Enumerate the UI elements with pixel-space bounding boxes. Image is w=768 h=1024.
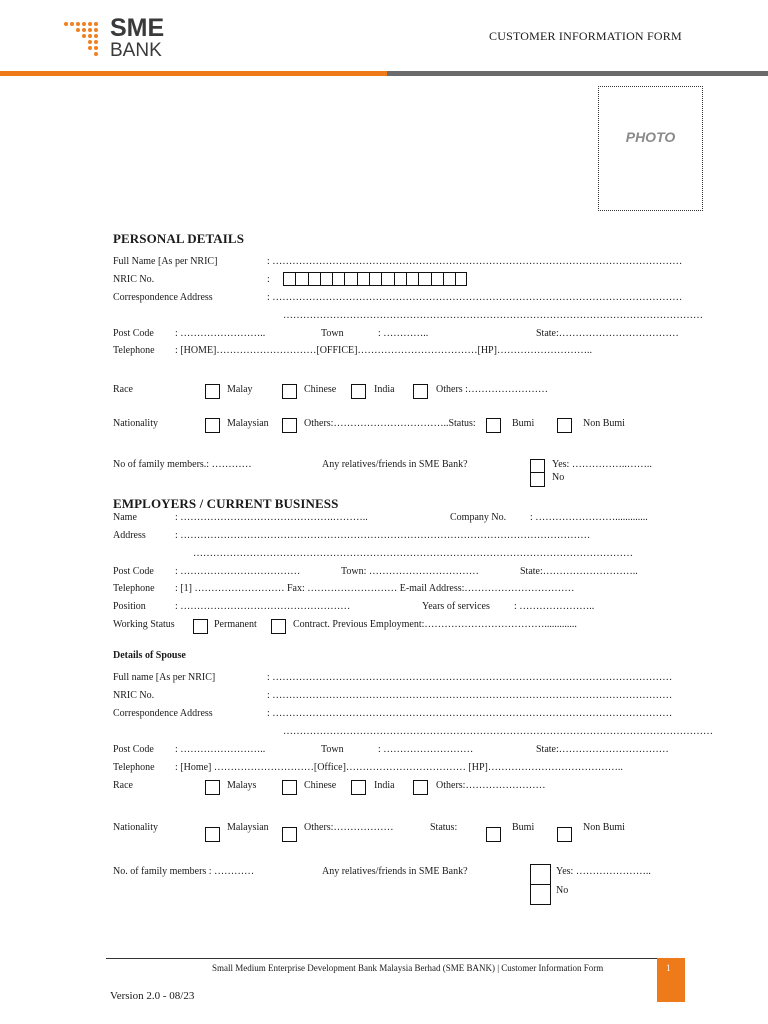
address-field-line2[interactable]: ………………………………………………………………………………………………………………	[283, 310, 703, 321]
town-label: Town	[321, 328, 344, 339]
spouse-status-label: Status:	[430, 822, 458, 833]
footer-page-number: 1	[666, 963, 671, 973]
spouse-status-bumi-checkbox[interactable]	[486, 827, 501, 842]
spouse-race-chinese-label: Chinese	[304, 780, 337, 791]
spouse-nationality-malaysian-checkbox[interactable]	[205, 827, 220, 842]
spouse-race-india-checkbox[interactable]	[351, 780, 366, 795]
years-of-service-label: Years of services	[422, 601, 490, 612]
spouse-nationality-malaysian-label: Malaysian	[227, 822, 269, 833]
spouse-race-malays-label: Malays	[227, 780, 257, 791]
form-title: CUSTOMER INFORMATION FORM	[489, 29, 682, 43]
footer-text: Small Medium Enterprise Development Bank Malaysia Berhad (SME BANK) | Customer Information Form	[212, 963, 604, 973]
employer-telephone-label: Telephone	[113, 583, 155, 594]
employers-heading: EMPLOYERS / CURRENT BUSINESS	[113, 496, 339, 511]
race-label: Race	[113, 384, 133, 395]
race-others-label[interactable]: Others :……………………	[436, 384, 548, 395]
race-chinese-checkbox[interactable]	[282, 384, 297, 399]
employer-postcode-field[interactable]: : ………………………………	[175, 566, 301, 577]
contract-checkbox[interactable]	[271, 619, 286, 634]
race-chinese-label: Chinese	[304, 384, 337, 395]
race-others-checkbox[interactable]	[413, 384, 428, 399]
relatives-yes-label[interactable]: Yes: ……………..……..	[552, 459, 652, 470]
company-no-field[interactable]: : …………………….............	[530, 512, 648, 523]
spouse-address-label: Correspondence Address	[113, 708, 213, 719]
contract-label[interactable]: Contract. Previous Employment:……………………………….............	[293, 619, 577, 630]
logo-dots-icon	[64, 20, 106, 60]
spouse-status-bumi-label: Bumi	[512, 822, 535, 833]
working-status-label: Working Status	[113, 619, 175, 630]
full-name-label: Full Name [As per NRIC]	[113, 256, 218, 267]
position-field[interactable]: : ……………………………………………	[175, 601, 351, 612]
spouse-postcode-field[interactable]: : ……………………..	[175, 744, 266, 755]
race-malay-label: Malay	[227, 384, 253, 395]
race-malay-checkbox[interactable]	[205, 384, 220, 399]
postcode-field[interactable]: : ……………………..	[175, 328, 266, 339]
footer-rule	[106, 958, 657, 959]
spouse-race-others-label[interactable]: Others:……………………	[436, 780, 546, 791]
spouse-family-members-field[interactable]: No. of family members : …………	[113, 866, 255, 877]
spouse-status-nonbumi-checkbox[interactable]	[557, 827, 572, 842]
spouse-nationality-others-label[interactable]: Others:………………	[304, 822, 394, 833]
telephone-field[interactable]: : [HOME]…………………………[OFFICE]………………………………[HP]………………………..	[175, 345, 592, 356]
spouse-race-others-checkbox[interactable]	[413, 780, 428, 795]
status-nonbumi-checkbox[interactable]	[557, 418, 572, 433]
nationality-others-checkbox[interactable]	[282, 418, 297, 433]
spouse-race-india-label: India	[374, 780, 395, 791]
spouse-race-chinese-checkbox[interactable]	[282, 780, 297, 795]
town-field[interactable]: : …………..	[378, 328, 429, 339]
state-field[interactable]: State:………………………………	[536, 328, 679, 339]
spouse-address-field-line2[interactable]: …………………………………………………………………………………………………………………	[283, 726, 713, 737]
postcode-label: Post Code	[113, 328, 154, 339]
employer-name-field[interactable]: : ……………………………………….………..	[175, 512, 368, 523]
spouse-relatives-no-label: No	[556, 885, 569, 896]
spouse-telephone-label: Telephone	[113, 762, 155, 773]
relatives-no-checkbox[interactable]	[530, 472, 545, 487]
position-label: Position	[113, 601, 146, 612]
relatives-question: Any relatives/friends in SME Bank?	[322, 459, 468, 470]
employer-address-field-line2[interactable]: ……………………………………………………………………………………………………………………	[193, 548, 633, 559]
photo-box	[598, 86, 703, 211]
header-bar-orange	[0, 71, 387, 76]
spouse-telephone-field[interactable]: : [Home] …………………………[Office]……………………………… [HP]…………………………………..	[175, 762, 623, 773]
company-no-label: Company No.	[450, 512, 507, 523]
spouse-state-field[interactable]: State:……………………………	[536, 744, 669, 755]
nationality-others-label[interactable]: Others:……………………………..Status:	[304, 418, 476, 429]
status-bumi-label: Bumi	[512, 418, 535, 429]
spouse-nationality-label: Nationality	[113, 822, 158, 833]
nric-input-grid[interactable]	[283, 272, 467, 286]
photo-label: PHOTO	[625, 129, 676, 145]
employer-name-label: Name	[113, 512, 137, 523]
status-nonbumi-label: Non Bumi	[583, 418, 625, 429]
family-members-field[interactable]: No of family members.: …………	[113, 459, 252, 470]
employer-postcode-label: Post Code	[113, 566, 154, 577]
permanent-checkbox[interactable]	[193, 619, 208, 634]
spouse-heading: Details of Spouse	[113, 650, 186, 661]
spouse-postcode-label: Post Code	[113, 744, 154, 755]
employer-town-field[interactable]: Town: ……………………………	[341, 566, 479, 577]
employer-telephone-field[interactable]: : [1] ……………………… Fax: ……………………… E-mail Address:……………………………	[175, 583, 575, 594]
employer-state-field[interactable]: State:………………………..	[520, 566, 638, 577]
nric-label: NRIC No.	[113, 274, 155, 285]
status-bumi-checkbox[interactable]	[486, 418, 501, 433]
spouse-status-nonbumi-label: Non Bumi	[583, 822, 625, 833]
relatives-no-label: No	[552, 472, 565, 483]
spouse-town-field[interactable]: : ………………………	[378, 744, 474, 755]
full-name-field[interactable]: : ……………………………………………………………………………………………………………	[267, 256, 683, 267]
race-india-checkbox[interactable]	[351, 384, 366, 399]
spouse-race-malays-checkbox[interactable]	[205, 780, 220, 795]
spouse-nric-field[interactable]: : …………………………………………………………………………………………………………	[267, 690, 673, 701]
spouse-full-name-label: Full name [As per NRIC]	[113, 672, 216, 683]
logo-text-bank: BANK	[110, 40, 162, 61]
spouse-relatives-no-checkbox[interactable]	[530, 884, 551, 905]
logo-text-sme: SME	[110, 14, 165, 42]
version-label: Version 2.0 - 08/23	[110, 990, 195, 1002]
spouse-nric-label: NRIC No.	[113, 690, 155, 701]
spouse-town-label: Town	[321, 744, 344, 755]
permanent-label: Permanent	[214, 619, 257, 630]
address-field[interactable]: : ……………………………………………………………………………………………………………	[267, 292, 683, 303]
years-of-service-field[interactable]: : …………………..	[514, 601, 595, 612]
personal-details-heading: PERSONAL DETAILS	[113, 231, 245, 246]
spouse-nationality-others-checkbox[interactable]	[282, 827, 297, 842]
spouse-relatives-question: Any relatives/friends in SME Bank?	[322, 866, 468, 877]
nationality-malaysian-checkbox[interactable]	[205, 418, 220, 433]
spouse-relatives-yes-label[interactable]: Yes: …………………..	[556, 866, 651, 877]
employer-address-label: Address	[113, 530, 146, 541]
footer-page-box	[657, 958, 685, 1002]
spouse-relatives-yes-checkbox[interactable]	[530, 864, 551, 885]
employer-address-field[interactable]: : ……………………………………………………………………………………………………………	[175, 530, 591, 541]
spouse-full-name-field[interactable]: : …………………………………………………………………………………………………………	[267, 672, 673, 683]
nric-colon: :	[267, 274, 270, 285]
address-label: Correspondence Address	[113, 292, 213, 303]
nationality-malaysian-label: Malaysian	[227, 418, 269, 429]
spouse-race-label: Race	[113, 780, 133, 791]
nationality-label: Nationality	[113, 418, 158, 429]
spouse-address-field[interactable]: : …………………………………………………………………………………………………………	[267, 708, 673, 719]
header-bar-gray	[387, 71, 768, 76]
race-india-label: India	[374, 384, 395, 395]
telephone-label: Telephone	[113, 345, 155, 356]
